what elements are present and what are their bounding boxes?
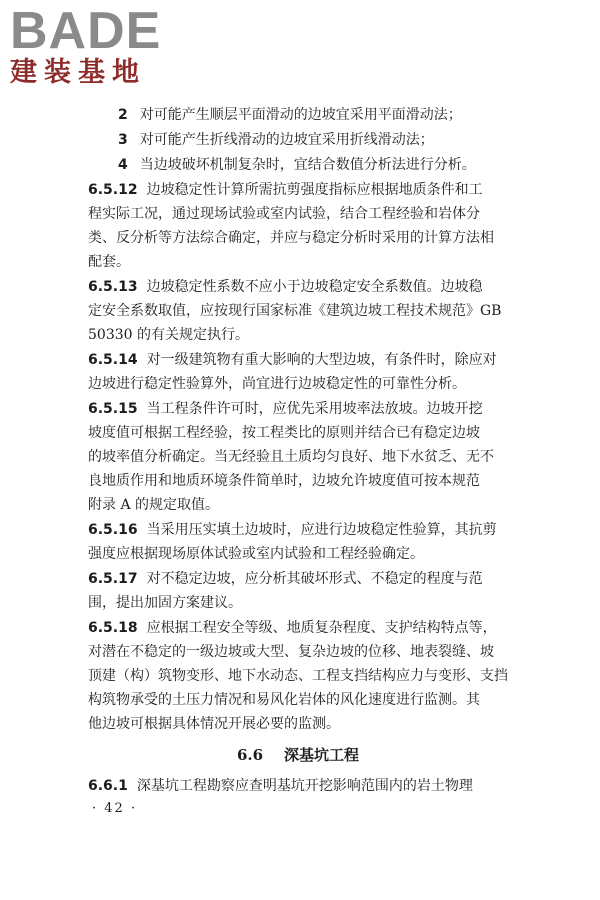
clause-line: 边坡进行稳定性验算外，尚宜进行边坡稳定性的可靠性分析。 — [88, 376, 466, 392]
clause-6-5-12: 6.5.12 边坡稳定性计算所需抗剪强度指标应根据地质条件和工 — [88, 182, 483, 198]
section-heading: 6.6 深基坑工程 — [236, 746, 359, 764]
clause-6-5-16: 6.5.16 当采用压实填土边坡时，应进行边坡稳定性验算，其抗剪 — [88, 522, 497, 538]
clause-6-5-18: 6.5.18 应根据工程安全等级、地质复杂程度、支护结构特点等， — [88, 620, 497, 636]
clause-6-5-14: 6.5.14 对一级建筑物有重大影响的大型边坡，有条件时，除应对 — [88, 352, 497, 368]
clause-line: 围，提出加固方案建议。 — [88, 595, 242, 611]
clause-line: 对潜在不稳定的一级边坡或大型、复杂边坡的位移、地表裂缝、坡 — [88, 644, 494, 660]
clause-line: 的坡率值分析确定。当无经验且土质均匀良好、地下水贫乏、无不 — [88, 449, 494, 465]
page-number: · 42 · — [92, 801, 138, 816]
clause-line: 定安全系数取值，应按现行国家标准《建筑边坡工程技术规范》GB — [88, 303, 502, 319]
clause-line: 构筑物承受的土压力情况和易风化岩体的风化速度进行监测。其 — [88, 692, 480, 708]
clause-6-5-17: 6.5.17 对不稳定边坡，应分析其破坏形式、不稳定的程度与范 — [88, 571, 483, 587]
logo-text-zh: 建装基地 — [10, 57, 146, 88]
list-item: 3 对可能产生折线滑动的边坡宜采用折线滑动法； — [118, 132, 434, 148]
clause-line: 配套。 — [88, 254, 130, 270]
clause-6-6-1: 6.6.1 深基坑工程勘察应查明基坑开挖影响范围内的岩土物理 — [88, 778, 473, 794]
clause-line: 附录 A 的规定取值。 — [88, 497, 220, 513]
clause-line: 强度应根据现场原体试验或室内试验和工程经验确定。 — [88, 546, 424, 562]
clause-6-5-13: 6.5.13 边坡稳定性系数不应小于边坡稳定安全系数值。边坡稳 — [88, 279, 483, 295]
list-item: 4 当边坡破坏机制复杂时，宜结合数值分析法进行分析。 — [118, 157, 476, 173]
list-item: 2 对可能产生顺层平面滑动的边坡宜采用平面滑动法； — [118, 107, 462, 123]
clause-line: 顶建（构）筑物变形、地下水动态、工程支挡结构应力与变形、支挡 — [88, 668, 508, 684]
logo-text-en: BADE — [10, 2, 162, 60]
clause-line: 程实际工况，通过现场试验或室内试验，结合工程经验和岩体分 — [88, 206, 480, 222]
clause-line: 50330 的有关规定执行。 — [88, 327, 249, 343]
clause-line: 坡度值可根据工程经验，按工程类比的原则并结合已有稳定边坡 — [88, 425, 480, 441]
brand-logo — [10, 4, 180, 90]
clause-line: 他边坡可根据具体情况开展必要的监测。 — [88, 716, 340, 732]
clause-line: 类、反分析等方法综合确定，并应与稳定分析时采用的计算方法相 — [88, 230, 494, 246]
clause-6-5-15: 6.5.15 当工程条件许可时，应优先采用坡率法放坡。边坡开挖 — [88, 401, 483, 417]
clause-line: 良地质作用和地质环境条件简单时，边坡允许坡度值可按本规范 — [88, 473, 480, 489]
